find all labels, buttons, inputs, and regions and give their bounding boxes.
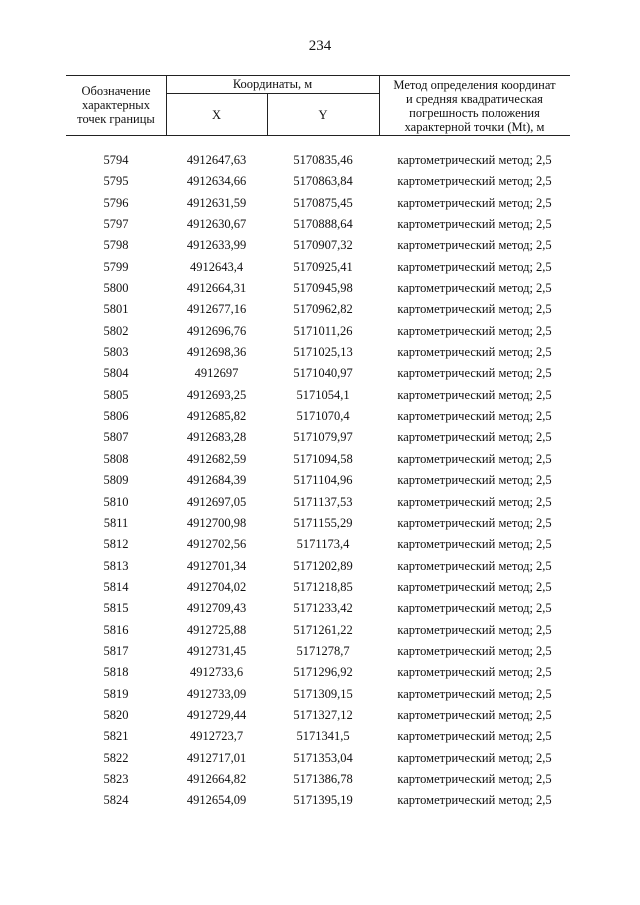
point-id-cell: 5809 — [103, 473, 129, 488]
header-y: Y — [318, 108, 328, 122]
method-cell: картометрический метод; 2,5 — [397, 515, 552, 530]
y-coord-cell: 5171054,1 — [296, 387, 350, 402]
point-id-cell: 5794 — [103, 153, 129, 167]
y-coord-cell: 5171025,13 — [293, 345, 353, 360]
point-id-cell: 5803 — [103, 345, 129, 360]
method-cell: картометрический метод; 2,5 — [397, 473, 552, 488]
x-coord-cell: 4912664,82 — [186, 771, 247, 786]
header-bottom-border — [66, 135, 570, 136]
point-id-cell: 5820 — [103, 707, 129, 722]
table-row — [66, 598, 570, 619]
method-cell: картометрический метод; 2,5 — [397, 601, 552, 616]
table-body — [66, 150, 570, 812]
table-row — [66, 470, 570, 491]
table-row — [66, 385, 570, 406]
table-row — [66, 342, 570, 363]
method-cell: картометрический метод; 2,5 — [397, 451, 552, 466]
x-coord-cell: 4912633,99 — [186, 238, 247, 253]
y-coord-cell: 5170875,45 — [293, 195, 353, 210]
point-id-cell: 5805 — [103, 387, 129, 402]
point-id-cell: 5814 — [103, 579, 129, 594]
method-cell: картометрический метод; 2,5 — [397, 643, 552, 658]
x-coord-cell: 4912704,02 — [186, 579, 247, 594]
table-row — [66, 299, 570, 320]
method-cell: картометрический метод; 2,5 — [397, 323, 552, 338]
coords-divider — [166, 93, 379, 94]
method-cell: картометрический метод; 2,5 — [397, 238, 552, 253]
point-id-cell: 5799 — [103, 259, 129, 274]
x-coord-cell: 4912693,25 — [186, 387, 247, 402]
y-coord-cell: 5170835,46 — [293, 153, 353, 167]
method-cell: картометрический метод; 2,5 — [397, 281, 552, 296]
method-cell: картометрический метод; 2,5 — [397, 622, 552, 637]
y-coord-cell: 5171094,58 — [293, 451, 353, 466]
point-id-cell: 5811 — [103, 515, 129, 530]
header-point-line: характерных — [82, 98, 150, 112]
x-coord-cell: 4912685,82 — [186, 409, 247, 424]
y-coord-cell: 5171261,22 — [293, 622, 353, 637]
x-coord-cell: 4912702,56 — [186, 537, 247, 552]
header-point — [66, 84, 166, 126]
x-coord-cell: 4912634,66 — [186, 174, 247, 189]
point-id-cell: 5807 — [103, 430, 129, 445]
header-method-line: погрешность положения — [409, 106, 540, 120]
point-id-cell: 5800 — [103, 281, 129, 296]
x-coord-cell: 4912698,36 — [186, 345, 247, 360]
method-cell: картометрический метод; 2,5 — [397, 366, 552, 381]
x-coord-cell: 4912643,4 — [189, 259, 244, 274]
point-id-cell: 5804 — [103, 366, 129, 381]
point-id-cell: 5798 — [103, 238, 129, 253]
table-row — [66, 193, 570, 214]
y-coord-cell: 5171070,4 — [296, 409, 350, 424]
point-id-cell: 5822 — [103, 750, 129, 765]
table-row — [66, 748, 570, 769]
x-coord-cell: 4912729,44 — [186, 707, 247, 722]
x-coord-cell: 4912697 — [194, 366, 239, 381]
y-coord-cell: 5171040,97 — [293, 366, 353, 381]
header-top-border — [66, 75, 570, 76]
y-coord-cell: 5171296,92 — [293, 665, 353, 680]
point-id-cell: 5817 — [103, 643, 129, 658]
method-cell: картометрический метод; 2,5 — [397, 686, 552, 701]
point-id-cell: 5818 — [103, 665, 129, 680]
y-coord-cell: 5170945,98 — [293, 281, 353, 296]
method-cell: картометрический метод; 2,5 — [397, 174, 552, 189]
method-cell: картометрический метод; 2,5 — [397, 345, 552, 360]
y-coord-cell: 5170962,82 — [293, 302, 353, 317]
table-row — [66, 726, 570, 747]
point-id-cell: 5824 — [103, 793, 129, 808]
x-coord-cell: 4912696,76 — [186, 323, 247, 338]
point-id-cell: 5816 — [103, 622, 129, 637]
table-row — [66, 235, 570, 256]
header-coords: Координаты, м — [232, 77, 313, 91]
method-cell: картометрический метод; 2,5 — [397, 793, 552, 808]
x-coord-cell: 4912684,39 — [186, 473, 247, 488]
header-point-line: точек границы — [77, 112, 155, 126]
table-row — [66, 257, 570, 278]
x-coord-cell: 4912733,09 — [186, 686, 247, 701]
point-id-cell: 5795 — [103, 174, 129, 189]
y-coord-cell: 5171173,4 — [296, 537, 350, 552]
point-id-cell: 5815 — [103, 601, 129, 616]
method-cell: картометрический метод; 2,5 — [397, 217, 552, 232]
x-coord-cell: 4912677,16 — [186, 302, 247, 317]
y-coord-cell: 5171386,78 — [293, 771, 353, 786]
x-coord-cell: 4912717,01 — [186, 750, 247, 765]
table-row — [66, 406, 570, 427]
y-coord-cell: 5171278,7 — [296, 643, 350, 658]
table-row — [66, 556, 570, 577]
y-coord-cell: 5171218,85 — [293, 579, 353, 594]
y-coord-cell: 5171353,04 — [293, 750, 353, 765]
x-coord-cell: 4912700,98 — [186, 515, 247, 530]
x-coord-cell: 4912723,7 — [189, 729, 244, 744]
x-coord-cell: 4912683,28 — [186, 430, 247, 445]
method-cell: картометрический метод; 2,5 — [397, 409, 552, 424]
method-cell: картометрический метод; 2,5 — [397, 558, 552, 573]
table-row — [66, 577, 570, 598]
header-point-line: Обозначение — [81, 84, 151, 98]
method-cell: картометрический метод; 2,5 — [397, 537, 552, 552]
y-coord-cell: 5171309,15 — [293, 686, 353, 701]
y-coord-cell: 5171155,29 — [293, 515, 353, 530]
method-cell: картометрический метод; 2,5 — [397, 494, 552, 509]
y-coord-cell: 5171233,42 — [293, 601, 353, 616]
point-id-cell: 5821 — [103, 729, 129, 744]
point-id-cell: 5806 — [103, 409, 129, 424]
point-id-cell: 5801 — [103, 302, 129, 317]
point-id-cell: 5810 — [103, 494, 129, 509]
y-coord-cell: 5171011,26 — [293, 323, 353, 338]
method-cell: картометрический метод; 2,5 — [397, 259, 552, 274]
method-cell: картометрический метод; 2,5 — [397, 707, 552, 722]
y-coord-cell: 5171341,5 — [296, 729, 350, 744]
method-cell: картометрический метод; 2,5 — [397, 771, 552, 786]
point-id-cell: 5808 — [103, 451, 129, 466]
y-coord-cell: 5171327,12 — [293, 707, 353, 722]
header-method-line: характерной точки (Mt), м — [404, 120, 545, 134]
point-id-cell: 5802 — [103, 323, 129, 338]
method-cell: картометрический метод; 2,5 — [397, 153, 552, 167]
y-coord-cell: 5170925,41 — [293, 259, 353, 274]
x-coord-cell: 4912682,59 — [186, 451, 247, 466]
point-id-cell: 5823 — [103, 771, 129, 786]
x-coord-cell: 4912664,31 — [186, 281, 247, 296]
x-coord-cell: 4912725,88 — [186, 622, 247, 637]
table-row — [66, 363, 570, 384]
x-coord-cell: 4912647,63 — [186, 153, 247, 167]
method-cell: картометрический метод; 2,5 — [397, 729, 552, 744]
method-cell: картометрический метод; 2,5 — [397, 430, 552, 445]
x-coord-cell: 4912733,6 — [189, 665, 244, 680]
method-cell: картометрический метод; 2,5 — [397, 302, 552, 317]
x-coord-cell: 4912709,43 — [186, 601, 247, 616]
table-row — [66, 449, 570, 470]
table-row — [66, 427, 570, 448]
y-coord-cell: 5171395,19 — [293, 793, 353, 808]
method-cell: картометрический метод; 2,5 — [397, 387, 552, 402]
method-cell: картометрический метод; 2,5 — [397, 665, 552, 680]
table-row — [66, 641, 570, 662]
x-coord-cell: 4912701,34 — [186, 558, 247, 573]
method-cell: картометрический метод; 2,5 — [397, 195, 552, 210]
y-coord-cell: 5170863,84 — [293, 174, 353, 189]
y-coord-cell: 5171202,89 — [293, 558, 353, 573]
table-row — [66, 278, 570, 299]
table-row — [66, 534, 570, 555]
table-row — [66, 769, 570, 790]
x-coord-cell: 4912731,45 — [186, 643, 247, 658]
method-cell: картометрический метод; 2,5 — [397, 579, 552, 594]
header-method-line: и средняя квадратическая — [406, 92, 543, 106]
y-coord-cell: 5171104,96 — [293, 473, 353, 488]
point-id-cell: 5796 — [103, 195, 129, 210]
table-row — [66, 492, 570, 513]
y-coord-cell: 5171079,97 — [293, 430, 353, 445]
table-row — [66, 705, 570, 726]
page-number: 234 — [308, 38, 332, 54]
table-row — [66, 150, 570, 171]
point-id-cell: 5819 — [103, 686, 129, 701]
table-row — [66, 214, 570, 235]
x-coord-cell: 4912631,59 — [186, 195, 247, 210]
point-id-cell: 5797 — [103, 217, 129, 232]
table-row — [66, 513, 570, 534]
header-x: X — [211, 108, 222, 122]
x-coord-cell: 4912630,67 — [186, 217, 247, 232]
x-coord-cell: 4912697,05 — [186, 494, 247, 509]
table-row — [66, 790, 570, 811]
table-row — [66, 662, 570, 683]
header-method-line: Метод определения координат — [393, 78, 556, 92]
table-row — [66, 620, 570, 641]
table-header — [66, 75, 570, 136]
point-id-cell: 5812 — [103, 537, 129, 552]
y-coord-cell: 5171137,53 — [293, 494, 353, 509]
table-row — [66, 321, 570, 342]
method-cell: картометрический метод; 2,5 — [397, 750, 552, 765]
table-row — [66, 684, 570, 705]
header-method — [379, 78, 570, 134]
table-row — [66, 171, 570, 192]
y-coord-cell: 5170888,64 — [293, 217, 353, 232]
point-id-cell: 5813 — [103, 558, 129, 573]
y-coord-cell: 5170907,32 — [293, 238, 353, 253]
x-coord-cell: 4912654,09 — [186, 793, 247, 808]
